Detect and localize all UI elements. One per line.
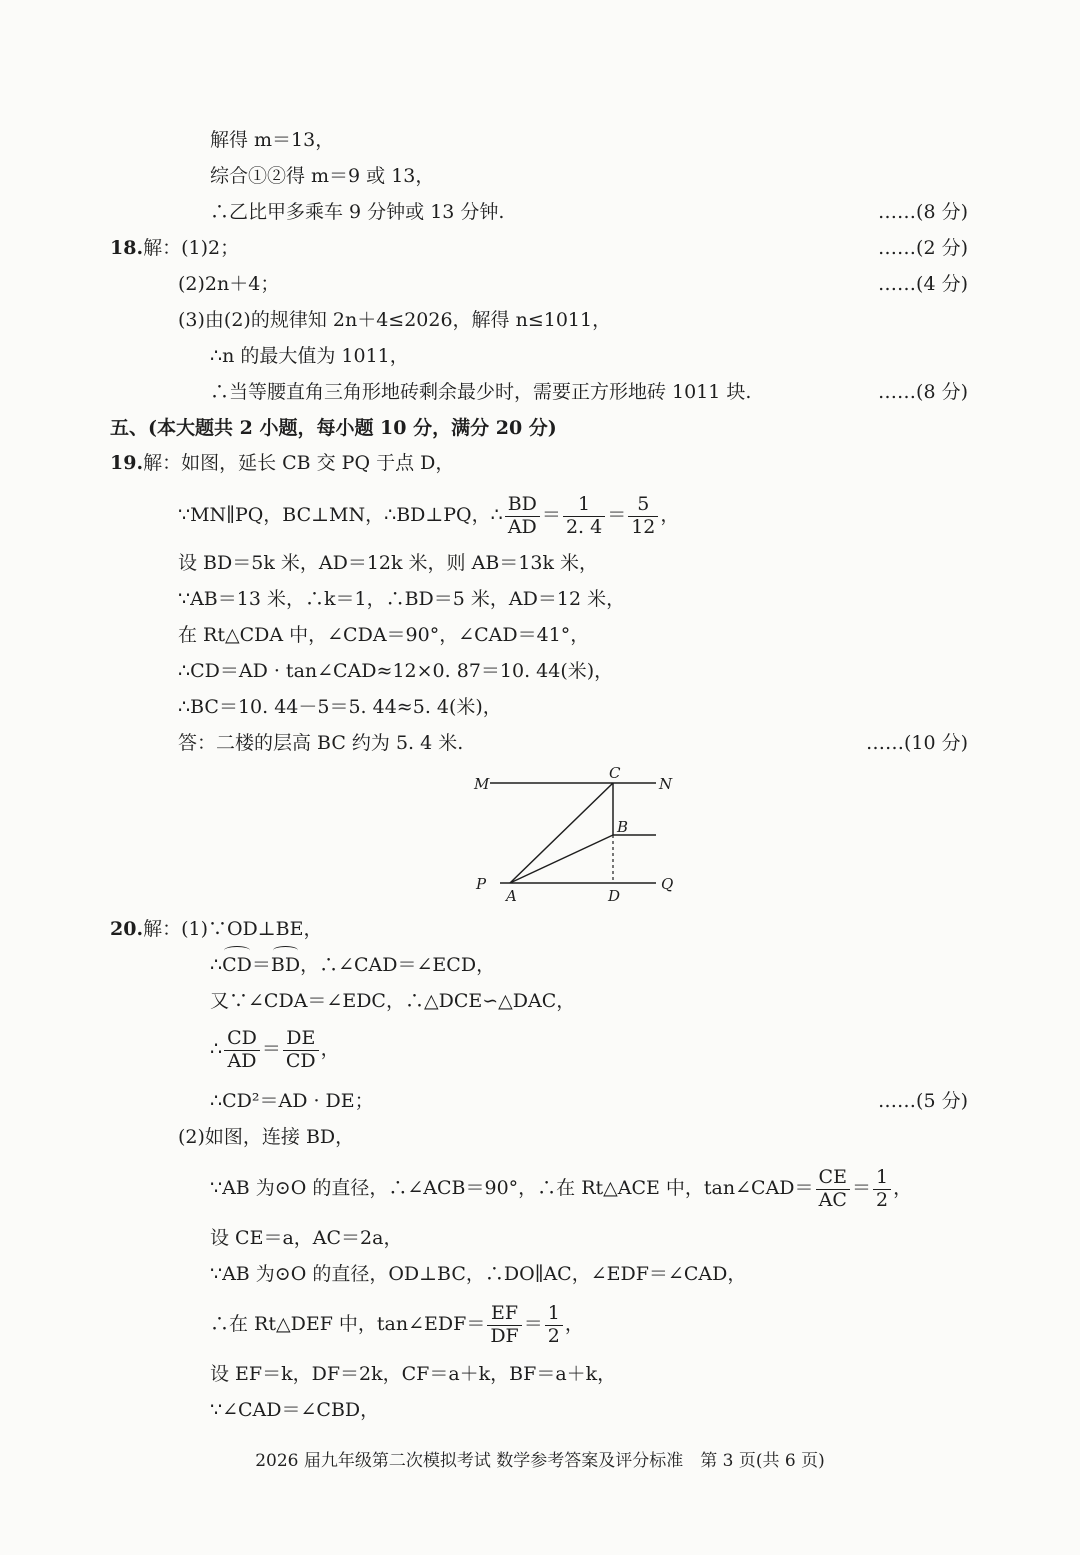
q20-line-10: ∴在 Rt△DEF 中，tan∠EDF＝ $\frac{EF}{DF}$ ＝ $\frac{1}{2}$ ， (210, 1301, 584, 1347)
q20-line-8: 设 CE＝a，AC＝2a， (210, 1227, 403, 1249)
prev-line-3: ∴乙比甲多乘车 9 分钟或 13 分钟. (210, 201, 505, 223)
fraction-1-2: $\frac{1}{2}$ (873, 1167, 891, 1212)
q19-line-1: 19.解：如图，延长 CB 交 PQ 于点 D， (110, 452, 455, 474)
fraction-ce-ac: $\frac{CE}{AC}$ (816, 1167, 850, 1212)
q18-line-3: (3)由(2)的规律知 2n＋4≤2026，解得 n≤1011， (178, 309, 612, 331)
q20-line-1: 20.解：(1)∵OD⊥BE， (110, 918, 323, 940)
score-mark: ……(2 分) (878, 237, 968, 259)
q19-line-4: ∵AB＝13 米，∴k＝1，∴BD＝5 米，AD＝12 米， (178, 588, 626, 610)
q19-line-7: ∴BC＝10. 44－5＝5. 44≈5. 4(米)， (178, 696, 502, 718)
label-m: M (474, 775, 490, 793)
q20-line-9: ∵AB 为⊙O 的直径，OD⊥BC，∴DO∥AC，∠EDF＝∠CAD， (210, 1263, 747, 1285)
q19-geometry-figure (460, 762, 690, 907)
q20-line-5: ∴CD²＝AD · DE； (210, 1090, 374, 1112)
fraction-de-cd: $\frac{DE}{CD}$ (283, 1028, 319, 1073)
fraction-ef-df: $\frac{EF}{DF}$ (487, 1303, 521, 1348)
label-d: D (608, 887, 621, 905)
label-c: C (609, 764, 621, 782)
q20-line-3: 又∵∠CDA＝∠EDC，∴△DCE∽△DAC， (210, 990, 576, 1012)
q18-line-1: 18.解：(1)2； (110, 237, 240, 259)
fraction-1-2-4: $\frac{1}{2. 4}$ (563, 494, 605, 539)
fraction-cd-ad: $\frac{CD}{AD}$ (224, 1028, 260, 1073)
score-mark: ……(10 分) (865, 732, 968, 754)
arc-bd: BD (271, 948, 300, 982)
q19-line-6: ∴CD＝AD · tan∠CAD≈12×0. 87＝10. 44(米)， (178, 660, 614, 682)
arc-cd: CD (222, 948, 252, 982)
q19-line-2: ∵MN∥PQ，BC⊥MN，∴BD⊥PQ，∴ $\frac{BD}{AD}$ ＝ $\frac{1}{2. 4}$ ＝ $\frac{5}{12}$ ， (178, 492, 680, 538)
score-mark: ……(8 分) (878, 201, 968, 223)
page-footer: 2026 届九年级第二次模拟考试 数学参考答案及评分标准 第 3 页(共 6 页) (255, 1451, 825, 1471)
q20-line-12: ∵∠CAD＝∠CBD， (210, 1399, 380, 1421)
label-q: Q (661, 875, 674, 893)
q20-line-7: ∵AB 为⊙O 的直径，∴∠ACB＝90°，∴在 Rt△ACE 中，tan∠CAD＝ $\frac{CE}{AC}$ ＝ $\frac{1}{2}$ ， (210, 1165, 913, 1211)
q20-line-2: ∴CD＝BD，∴∠CAD＝∠ECD， (210, 948, 1080, 982)
score-mark: ……(5 分) (878, 1090, 968, 1112)
q20-line-6: (2)如图，连接 BD， (178, 1126, 355, 1148)
q18-line-5: ∴当等腰直角三角形地砖剩余最少时，需要正方形地砖 1011 块. (210, 381, 752, 403)
fraction-bd-ad: $\frac{BD}{AD}$ (505, 494, 540, 539)
segment-ac (510, 783, 613, 883)
label-p: P (476, 875, 487, 893)
score-mark: ……(4 分) (878, 273, 968, 295)
fraction-1-2-b: $\frac{1}{2}$ (545, 1303, 563, 1348)
section-5-heading: 五、(本大题共 2 小题，每小题 10 分，满分 20 分) (110, 417, 557, 439)
prev-line-2: 综合①②得 m＝9 或 13， (210, 165, 435, 187)
q20-line-4: ∴ $\frac{CD}{AD}$ ＝ $\frac{DE}{CD}$ ， (210, 1026, 340, 1072)
q20-line-11: 设 EF＝k，DF＝2k，CF＝a＋k，BF＝a＋k， (210, 1363, 617, 1385)
q18-line-2: (2)2n＋4； (178, 273, 280, 295)
fraction-5-12: $\frac{5}{12}$ (628, 494, 658, 539)
q19-line-5: 在 Rt△CDA 中，∠CDA＝90°，∠CAD＝41°， (178, 624, 590, 646)
label-n: N (659, 775, 673, 793)
q19-line-8: 答：二楼的层高 BC 约为 5. 4 米. (178, 732, 464, 754)
q19-line-3: 设 BD＝5k 米，AD＝12k 米，则 AB＝13k 米， (178, 552, 599, 574)
label-a: A (506, 887, 517, 905)
prev-line-1: 解得 m＝13， (210, 129, 335, 151)
score-mark: ……(8 分) (878, 381, 968, 403)
q18-line-4: ∴n 的最大值为 1011， (210, 345, 409, 367)
segment-ab (510, 835, 613, 883)
label-b: B (617, 818, 629, 836)
